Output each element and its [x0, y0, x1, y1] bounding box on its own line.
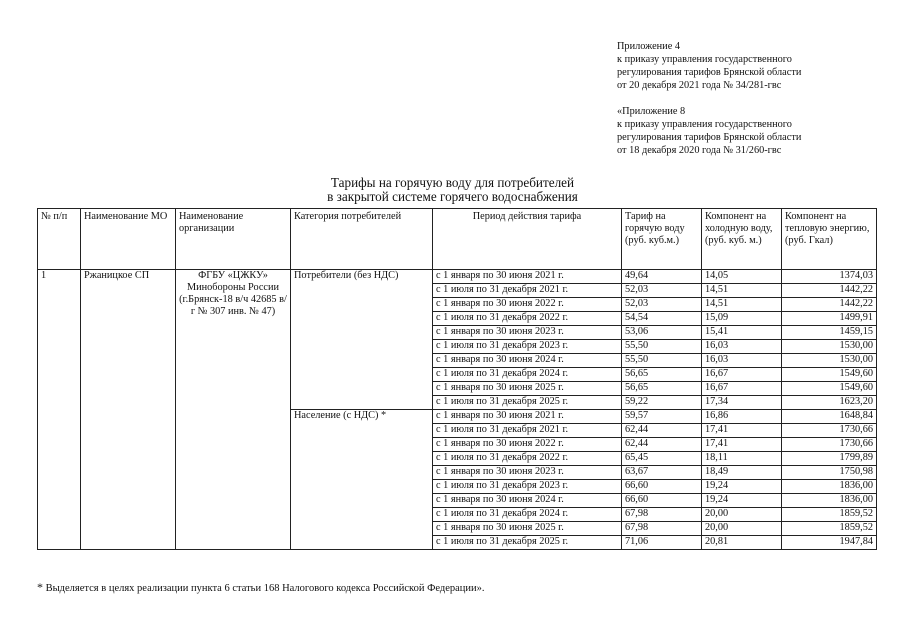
- cell-cold: 19,24: [702, 494, 782, 508]
- cell-tariff: 54,54: [622, 312, 702, 326]
- cell-heat: 1750,98: [782, 466, 877, 480]
- cell-cold: 20,00: [702, 522, 782, 536]
- cell-heat: 1549,60: [782, 368, 877, 382]
- cell-tariff: 56,65: [622, 368, 702, 382]
- cell-tariff: 55,50: [622, 354, 702, 368]
- cell-cold: 15,41: [702, 326, 782, 340]
- cell-period: с 1 июля по 31 декабря 2023 г.: [433, 480, 622, 494]
- header-num: № п/п: [38, 209, 81, 270]
- cell-tariff: 53,06: [622, 326, 702, 340]
- cell-heat: 1374,03: [782, 270, 877, 284]
- cell-tariff: 66,60: [622, 480, 702, 494]
- appendix-8-line: «Приложение 8: [617, 106, 686, 117]
- cell-heat: 1947,84: [782, 536, 877, 550]
- cell-period: с 1 января по 30 июня 2023 г.: [433, 466, 622, 480]
- cell-period: с 1 января по 30 июня 2025 г.: [433, 522, 622, 536]
- table-header-row: [38, 209, 877, 270]
- cell-cold: 17,41: [702, 438, 782, 452]
- cell-cold: 16,03: [702, 340, 782, 354]
- cell-period: с 1 июля по 31 декабря 2024 г.: [433, 508, 622, 522]
- header-heat: Компонент на тепловую энергию, (руб. Гкал): [782, 209, 877, 270]
- cell-cold: 14,05: [702, 270, 782, 284]
- cell-period: с 1 января по 30 июня 2022 г.: [433, 438, 622, 452]
- cell-cold: 16,86: [702, 410, 782, 424]
- cell-heat: 1530,00: [782, 354, 877, 368]
- appendix-8-line: к приказу управления государственного: [617, 119, 792, 130]
- cell-cold: 16,67: [702, 382, 782, 396]
- cell-period: с 1 июля по 31 декабря 2023 г.: [433, 340, 622, 354]
- cell-period: с 1 июля по 31 декабря 2021 г.: [433, 424, 622, 438]
- cell-period: с 1 июля по 31 декабря 2022 г.: [433, 312, 622, 326]
- cell-cold: 18,49: [702, 466, 782, 480]
- cell-cold: 17,41: [702, 424, 782, 438]
- table-row: [38, 270, 877, 284]
- cell-heat: 1530,00: [782, 340, 877, 354]
- cell-cold: 18,11: [702, 452, 782, 466]
- cell-heat: 1730,66: [782, 424, 877, 438]
- header-cold: Компонент на холодную воду, (руб. куб. м.): [702, 209, 782, 270]
- cell-heat: 1623,20: [782, 396, 877, 410]
- cell-tariff: 59,57: [622, 410, 702, 424]
- cell-tariff: 49,64: [622, 270, 702, 284]
- cell-tariff: 63,67: [622, 466, 702, 480]
- cell-period: с 1 июля по 31 декабря 2022 г.: [433, 452, 622, 466]
- cell-period: с 1 января по 30 июня 2024 г.: [433, 494, 622, 508]
- cell-tariff: 52,03: [622, 298, 702, 312]
- cell-period: с 1 января по 30 июня 2023 г.: [433, 326, 622, 340]
- appendix-8-header: [617, 105, 801, 157]
- cell-heat: 1648,84: [782, 410, 877, 424]
- cell-period: с 1 января по 30 июня 2024 г.: [433, 354, 622, 368]
- cell-tariff: 52,03: [622, 284, 702, 298]
- cell-period: с 1 июля по 31 декабря 2021 г.: [433, 284, 622, 298]
- appendix-8-line: от 18 декабря 2020 года № 31/260-гвс: [617, 145, 782, 156]
- cell-tariff: 66,60: [622, 494, 702, 508]
- cell-tariff: 55,50: [622, 340, 702, 354]
- cell-heat: 1499,91: [782, 312, 877, 326]
- cell-cold: 16,03: [702, 354, 782, 368]
- cell-category: Население (с НДС) *: [291, 410, 433, 550]
- cell-period: с 1 января по 30 июня 2021 г.: [433, 270, 622, 284]
- header-org: Наименование организации: [176, 209, 291, 270]
- cell-period: с 1 июля по 31 декабря 2024 г.: [433, 368, 622, 382]
- footnote-star: *: [37, 580, 43, 594]
- cell-heat: 1442,22: [782, 284, 877, 298]
- cell-cold: 16,67: [702, 368, 782, 382]
- cell-heat: 1859,52: [782, 508, 877, 522]
- cell-tariff: 62,44: [622, 438, 702, 452]
- header-tariff: Тариф на горячую воду (руб. куб.м.): [622, 209, 702, 270]
- tariff-table: [37, 208, 877, 550]
- appendix-8-line: регулирования тарифов Брянской области: [617, 132, 802, 143]
- cell-tariff: 59,22: [622, 396, 702, 410]
- footnote: [37, 580, 485, 595]
- cell-org: ФГБУ «ЦЖКУ» Минобороны России (г.Брянск-18 в/ч 42685 в/г № 307 инв. № 47): [176, 270, 291, 550]
- cell-tariff: 67,98: [622, 508, 702, 522]
- appendix-4-line: от 20 декабря 2021 года № 34/281-гвс: [617, 80, 782, 91]
- cell-tariff: 56,65: [622, 382, 702, 396]
- cell-heat: 1459,15: [782, 326, 877, 340]
- cell-cold: 14,51: [702, 298, 782, 312]
- appendix-4-line: к приказу управления государственного: [617, 54, 792, 65]
- cell-cold: 20,00: [702, 508, 782, 522]
- cell-heat: 1730,66: [782, 438, 877, 452]
- cell-heat: 1799,89: [782, 452, 877, 466]
- cell-period: с 1 июля по 31 декабря 2025 г.: [433, 396, 622, 410]
- cell-mo: Ржаницкое СП: [81, 270, 176, 550]
- cell-period: с 1 января по 30 июня 2021 г.: [433, 410, 622, 424]
- cell-tariff: 67,98: [622, 522, 702, 536]
- cell-period: с 1 января по 30 июня 2025 г.: [433, 382, 622, 396]
- cell-tariff: 65,45: [622, 452, 702, 466]
- cell-tariff: 62,44: [622, 424, 702, 438]
- header-category: Категория потребителей: [291, 209, 433, 270]
- cell-heat: 1442,22: [782, 298, 877, 312]
- cell-num: 1: [38, 270, 81, 550]
- appendix-4-line: Приложение 4: [617, 41, 680, 52]
- header-mo: Наименование МО: [81, 209, 176, 270]
- title-line-2: в закрытой системе горячего водоснабжения: [327, 189, 578, 204]
- cell-period: с 1 января по 30 июня 2022 г.: [433, 298, 622, 312]
- table-body: [38, 270, 877, 550]
- title-line-1: Тарифы на горячую воду для потребителей: [330, 175, 575, 190]
- cell-heat: 1836,00: [782, 480, 877, 494]
- footnote-text: Выделяется в целях реализации пункта 6 статьи 168 Налогового кодекса Российской Федерации».: [45, 583, 485, 594]
- cell-cold: 19,24: [702, 480, 782, 494]
- header-period: Период действия тарифа: [433, 209, 622, 270]
- cell-cold: 17,34: [702, 396, 782, 410]
- cell-heat: 1836,00: [782, 494, 877, 508]
- cell-period: с 1 июля по 31 декабря 2025 г.: [433, 536, 622, 550]
- cell-cold: 14,51: [702, 284, 782, 298]
- document-title: [0, 176, 905, 204]
- cell-heat: 1859,52: [782, 522, 877, 536]
- cell-tariff: 71,06: [622, 536, 702, 550]
- cell-heat: 1549,60: [782, 382, 877, 396]
- cell-category: Потребители (без НДС): [291, 270, 433, 410]
- cell-cold: 15,09: [702, 312, 782, 326]
- appendix-4-line: регулирования тарифов Брянской области: [617, 67, 802, 78]
- appendix-4-header: [617, 40, 801, 92]
- cell-cold: 20,81: [702, 536, 782, 550]
